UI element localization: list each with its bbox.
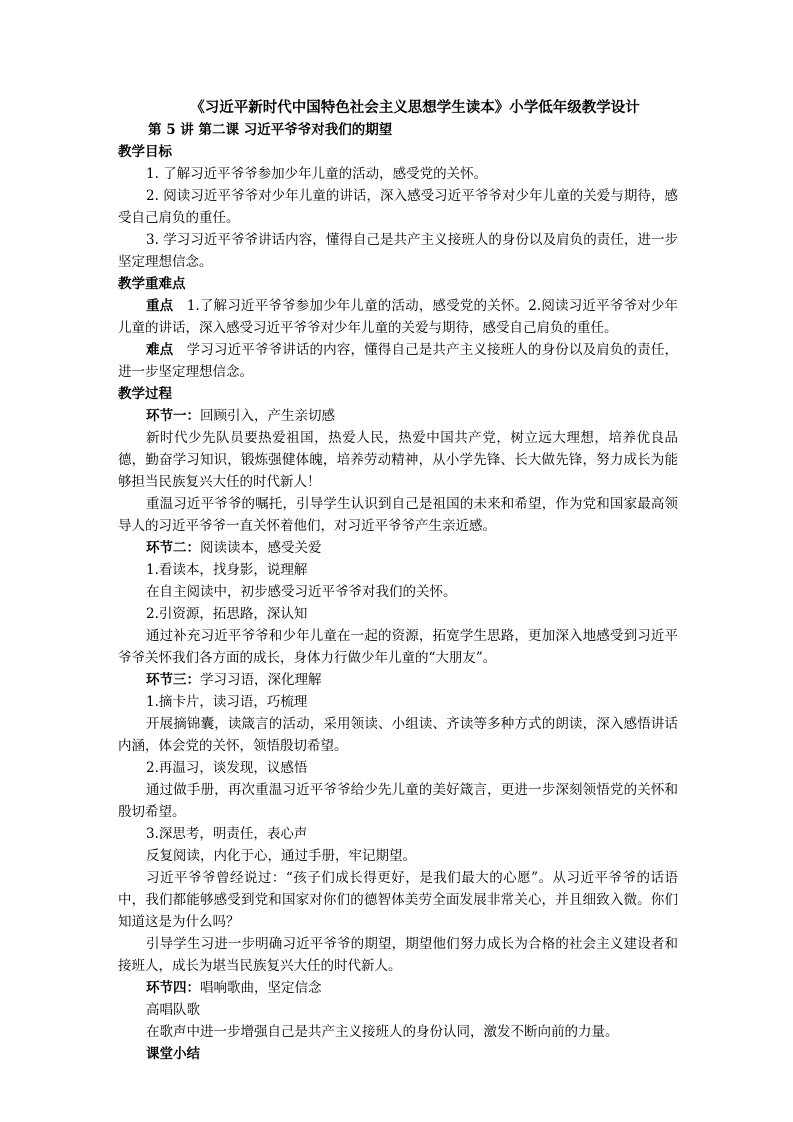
step3-label: 环节三： xyxy=(146,672,200,688)
document-title: 《习近平新时代中国特色社会主义思想学生读本》小学低年级教学设计 xyxy=(190,99,640,116)
step1-heading xyxy=(118,405,678,427)
document-content xyxy=(118,97,678,1065)
step3-sub-text: 反复阅读，内化于心，通过手册，牢记期望。 xyxy=(146,848,416,864)
difficulty-text: 学习习近平爷爷讲话的内容，懂得自己是共产主义接班人的身份以及肩负的责任，进一步坚定理想信念。 xyxy=(118,342,679,380)
step1-paragraph: 重温习近平爷爷的嘱托，引导学生认识到自己是祖国的未来和希望，作为党和国家最高领导人的习近平爷爷一直关怀着他们，对习近平爷爷产生亲近感。 xyxy=(118,496,678,534)
step2-title: 阅读读本，感受关爱 xyxy=(200,540,322,556)
objective-item: 3. 学习习近平爷爷讲话内容，懂得自己是共产主义接班人的身份以及肩负的责任，进一步坚定理想信念。 xyxy=(118,232,678,270)
step3-sub-heading: 2.再温习，谈发现，议感悟 xyxy=(146,760,308,776)
key-label: 重点 xyxy=(146,298,174,314)
step4-sub-heading: 高唱队歌 xyxy=(146,1002,200,1018)
lesson-subtitle: 第 5 讲 第二课 习近平爷爷对我们的期望 xyxy=(148,122,393,138)
step3-paragraph: 引导学生习进一步明确习近平爷爷的期望，期望他们努力成长为合格的社会主义建设者和接班人，成长为堪当民族复兴大任的时代新人。 xyxy=(118,936,678,974)
step1-paragraph: 新时代少先队员要热爱祖国，热爱人民，热爱中国共产党，树立远大理想，培养优良品德，勤奋学习知识，锻炼强健体魄，培养劳动精神，从小学先锋、长大做先锋，努力成长为能够担当民族复兴大任的时代新人！ xyxy=(118,430,678,490)
objective-item: 2. 阅读习近平爷爷对少年儿童的讲话，深入感受习近平爷爷对少年儿童的关爱与期待，感受自己肩负的重任。 xyxy=(118,188,678,226)
step2-sub-heading: 2.引资源，拓思路，深认知 xyxy=(146,606,308,622)
step3-heading xyxy=(118,669,678,691)
step4-title: 唱响歌曲，坚定信念 xyxy=(200,980,322,996)
objective-item: 1. 了解习近平爷爷参加少年儿童的活动，感受党的关怀。 xyxy=(146,166,488,182)
difficulty-paragraph xyxy=(118,339,678,383)
step3-sub-heading: 3.深思考，明责任，表心声 xyxy=(146,826,308,842)
step2-sub-text: 通过补充习近平爷爷和少年儿童在一起的资源，拓宽学生思路，更加深入地感受到习近平爷爷关怀我们各方面的成长，身体力行做少年儿童的“大朋友”。 xyxy=(118,628,678,666)
step4-heading xyxy=(118,977,678,999)
step3-sub-heading: 1.摘卡片，读习语，巧梳理 xyxy=(146,694,308,710)
step3-sub-text: 通过做手册，再次重温习近平爷爷给少先儿童的美好箴言，更进一步深刻领悟党的关怀和殷切希望。 xyxy=(118,782,678,820)
process-heading: 教学过程 xyxy=(118,386,172,402)
step2-label: 环节二： xyxy=(146,540,200,556)
step2-sub-text: 在自主阅读中，初步感受习近平爷爷对我们的关怀。 xyxy=(146,584,457,600)
step3-sub-text: 开展摘锦囊，读箴言的活动，采用领读、小组读、齐读等多种方式的朗读，深入感悟讲话内涵，体会党的关怀，领悟殷切希望。 xyxy=(118,716,678,754)
step2-heading xyxy=(118,537,678,559)
step4-sub-text: 在歌声中进一步增强自己是共产主义接班人的身份认同，激发不断向前的力量。 xyxy=(146,1024,619,1040)
objectives-heading: 教学目标 xyxy=(118,144,172,160)
step3-paragraph: 习近平爷爷曾经说过：“孩子们成长得更好，是我们最大的心愿”。从习近平爷爷的话语中，我们都能够感受到党和国家对你们的德智体美劳全面发展非常关心，并且细致入微。你们知道这是为什么吗？ xyxy=(118,870,678,930)
key-point-paragraph xyxy=(118,295,678,339)
summary-heading: 课堂小结 xyxy=(146,1046,200,1062)
keypoints-heading: 教学重难点 xyxy=(118,276,186,292)
step1-title: 回顾引入，产生亲切感 xyxy=(200,408,335,424)
step1-label: 环节一： xyxy=(146,408,200,424)
difficulty-label: 难点 xyxy=(146,342,174,358)
step3-title: 学习习语，深化理解 xyxy=(200,672,322,688)
key-text: 1.了解习近平爷爷参加少年儿童的活动，感受党的关怀。2.阅读习近平爷爷对少年儿童的讲话，深入感受习近平爷爷对少年儿童的关爱与期待，感受自己肩负的重任。 xyxy=(118,298,679,336)
step4-label: 环节四： xyxy=(146,980,200,996)
step2-sub-heading: 1.看读本，找身影，说理解 xyxy=(146,562,308,578)
